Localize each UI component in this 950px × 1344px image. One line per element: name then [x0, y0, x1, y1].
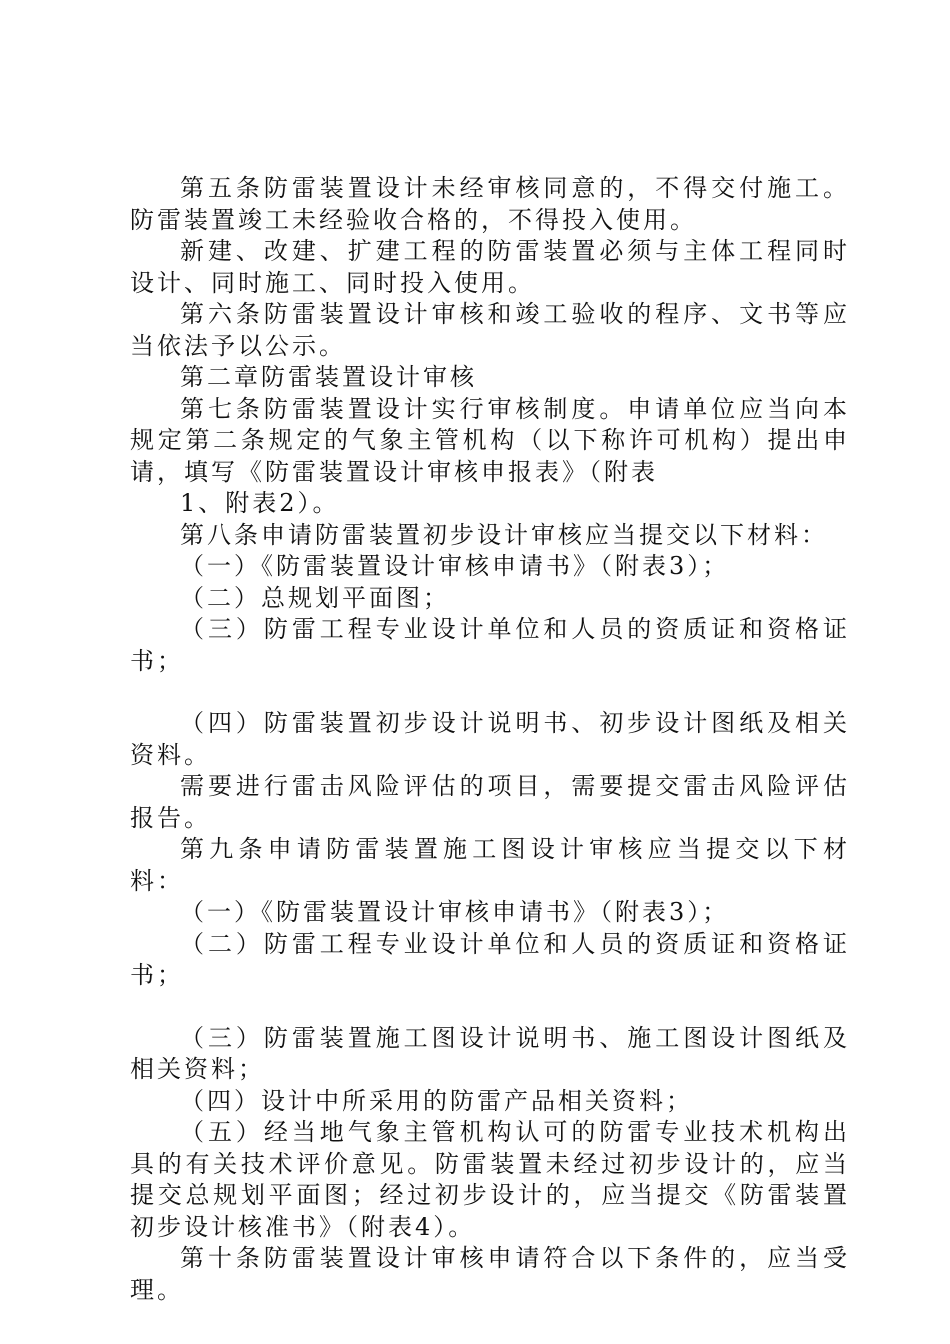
- list-item-8-3: （三）防雷工程专业设计单位和人员的资质证和资格证书；: [130, 615, 850, 675]
- paragraph-article-8: 第八条申请防雷装置初步设计审核应当提交以下材料：: [180, 520, 828, 549]
- paragraph-article-6: 第六条防雷装置设计审核和竣工验收的程序、文书等应当依法予以公示。: [130, 300, 850, 360]
- paragraph-article-7: 第七条防雷装置设计实行审核制度。申请单位应当向本规定第二条规定的气象主管机构（以下称许可机构）提出申请，填写《防雷装置设计审核申报表》（附表: [130, 394, 850, 486]
- document-body: [130, 173, 850, 1306]
- list-item-8-1: （一）《防雷装置设计审核申请书》（附表3）；: [180, 552, 730, 580]
- chapter-heading: 第二章防雷装置设计审核: [180, 363, 477, 391]
- list-item-9-2: （二）防雷工程专业设计单位和人员的资质证和资格证书；: [130, 929, 850, 989]
- paragraph-article-7-continued: 1、附表2）。: [180, 489, 340, 517]
- paragraph-simultaneous-design: 新建、改建、扩建工程的防雷装置必须与主体工程同时设计、同时施工、同时投入使用。: [130, 237, 850, 297]
- list-item-9-4: （四）设计中所采用的防雷产品相关资料；: [180, 1086, 693, 1115]
- paragraph-risk-assessment: 需要进行雷击风险评估的项目，需要提交雷击风险评估报告。: [130, 772, 850, 832]
- list-item-8-2: （二）总规划平面图；: [180, 583, 450, 612]
- list-item-8-4: （四）防雷装置初步设计说明书、初步设计图纸及相关资料。: [130, 709, 850, 769]
- list-item-9-1: （一）《防雷装置设计审核申请书》（附表3）；: [180, 898, 730, 926]
- paragraph-article-10: 第十条防雷装置设计审核申请符合以下条件的，应当受理。: [130, 1244, 850, 1304]
- paragraph-article-5: 第五条防雷装置设计未经审核同意的，不得交付施工。防雷装置竣工未经验收合格的，不得投入使用。: [130, 174, 850, 234]
- list-item-9-3: （三）防雷装置施工图设计说明书、施工图设计图纸及相关资料；: [130, 1023, 850, 1083]
- list-item-9-5: （五）经当地气象主管机构认可的防雷专业技术机构出具的有关技术评价意见。防雷装置未经过初步设计的，应当提交总规划平面图；经过初步设计的，应当提交《防雷装置初步设计核准书》（附表4）。: [130, 1118, 850, 1241]
- paragraph-article-9: 第九条申请防雷装置施工图设计审核应当提交以下材料：: [130, 835, 850, 895]
